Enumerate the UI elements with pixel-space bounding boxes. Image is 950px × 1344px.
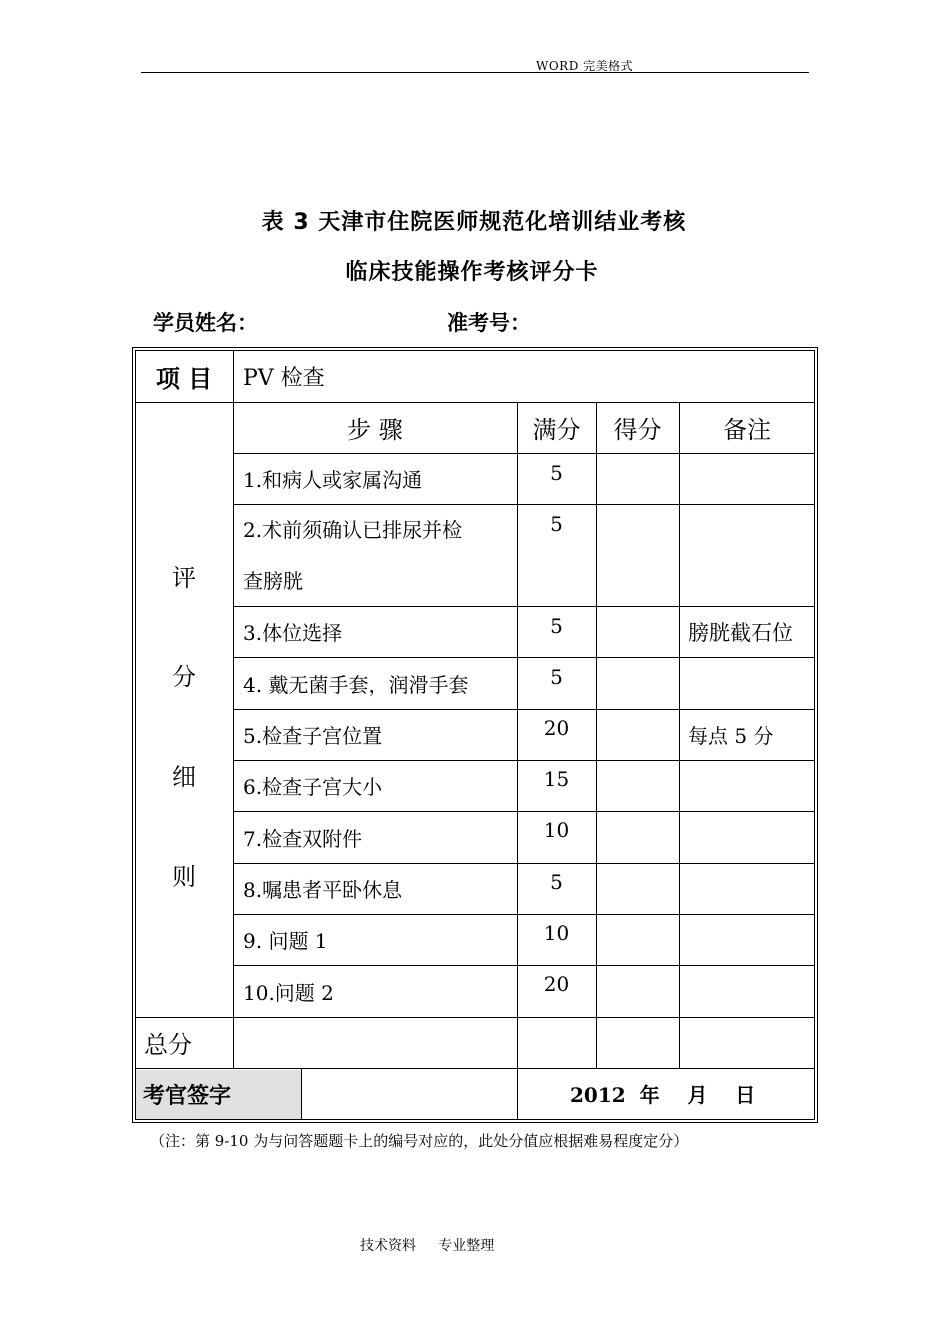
score-cell [596,504,679,606]
score-cell [596,709,679,760]
score-cell [596,606,679,657]
step-cell: 10.问题 2 [243,980,334,1005]
score-cell [596,914,679,965]
step-cell: 9. 问题 1 [243,929,328,953]
full-score-cell: 10 [543,818,570,842]
note-cell: 每点 5 分 [688,724,774,748]
note-cell: 膀胱截石位 [688,620,793,645]
score-cell [596,760,679,811]
full-score-cell: 20 [543,972,570,996]
score-cell [596,453,679,504]
exam-number-label: 准考号： [447,311,531,335]
document-title: 表 3 天津市住院医师规范化培训结业考核 [261,210,687,235]
score-cell [596,657,679,709]
column-header-full-score: 满分 [532,416,581,444]
step-cell: 2.术前须确认已排尿并检 [243,518,463,542]
step-cell-continued: 查膀胱 [243,569,303,593]
column-header-note: 备注 [723,416,771,444]
section-label-char: 则 [172,863,196,891]
score-cell [596,965,679,1017]
document-subtitle: 临床技能操作考核评分卡 [345,260,599,285]
step-cell: 4. 戴无菌手套，润滑手套 [243,672,469,697]
full-score-cell: 20 [543,716,570,740]
step-cell: 6.检查子宫大小 [243,775,383,799]
step-cell: 8.嘱患者平卧休息 [243,878,403,902]
section-label-char: 分 [172,663,196,691]
page-header-text: WORD 完美格式 [536,59,634,73]
rule [233,350,234,1069]
full-score-cell: 5 [550,461,563,485]
rule [135,1017,815,1018]
footnote: （注：第 9-10 为与问答题题卡上的编号对应的，此处分值应根据难易程度定分） [150,1132,689,1150]
column-header-score: 得分 [613,416,662,444]
column-header-steps: 步 骤 [347,416,403,444]
full-score-cell: 5 [550,870,563,894]
step-cell: 7.检查双附件 [243,826,363,851]
section-label-char: 评 [172,564,196,592]
rule [517,402,518,1120]
score-cell [596,811,679,863]
examiner-signature-label: 考官签字 [143,1083,232,1109]
section-label-char: 细 [172,763,196,791]
item-label: 项 目 [155,364,213,393]
step-cell: 3.体位选择 [243,621,343,645]
full-score-cell: 5 [550,614,563,638]
step-cell: 5.检查子宫位置 [243,724,383,748]
header-rule [141,72,809,73]
page-footer-text: 技术资料 专业整理 [360,1238,495,1254]
full-score-cell: 5 [550,512,563,536]
signature-date: 2012 年 月 日 [570,1082,756,1107]
student-name-label: 学员姓名： [153,311,258,335]
step-cell: 1.和病人或家属沟通 [243,468,423,492]
score-cell [596,863,679,914]
full-score-cell: 5 [550,665,563,689]
total-label: 总分 [144,1031,192,1059]
full-score-cell: 10 [543,921,570,945]
rule [301,1068,302,1120]
rule [679,402,680,1069]
item-value: PV 检查 [243,365,325,391]
full-score-cell: 15 [543,767,570,791]
